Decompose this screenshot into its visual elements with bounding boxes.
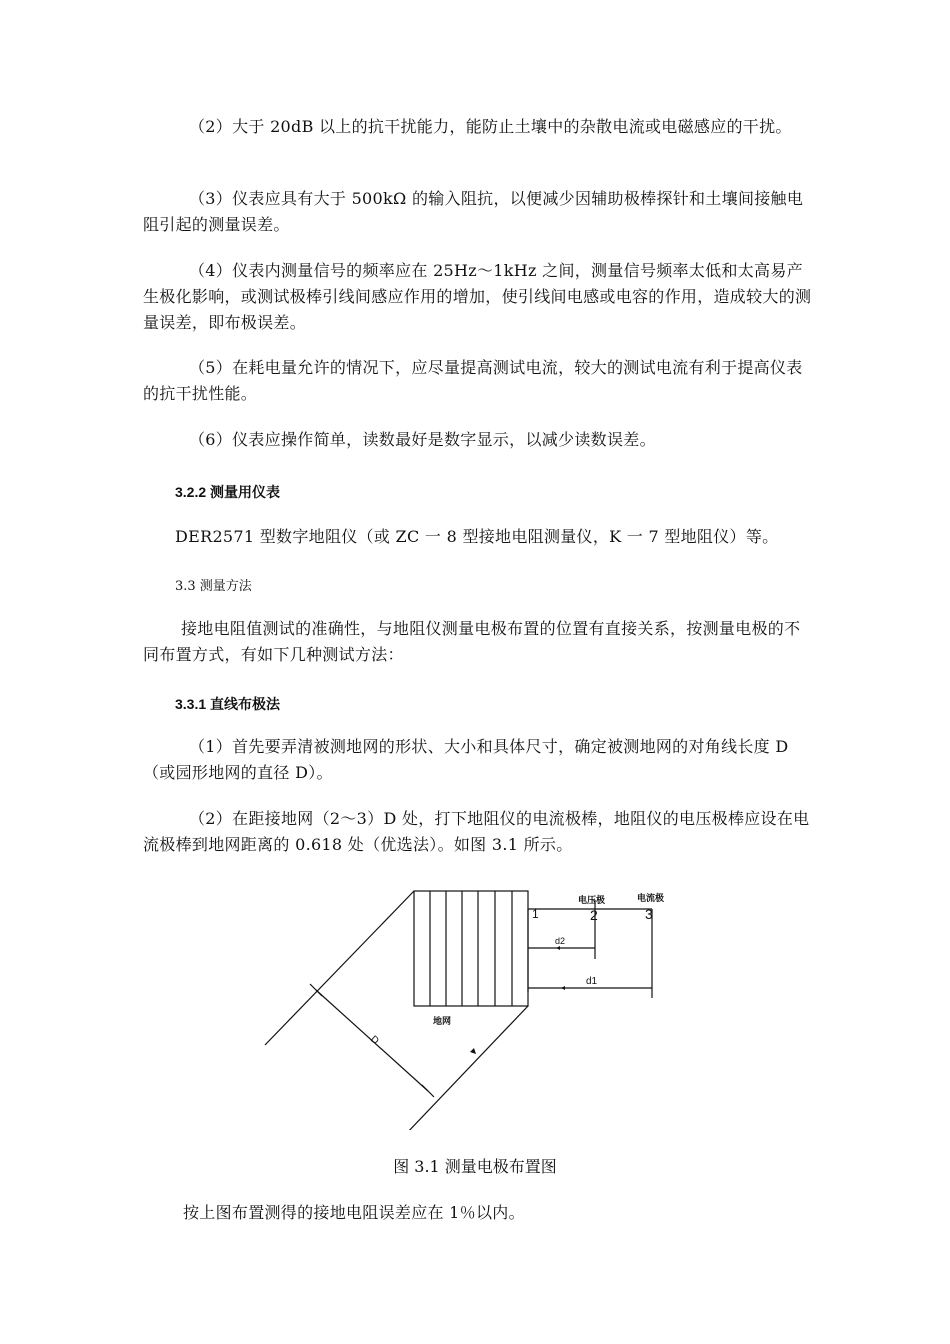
step-1: （1）首先要弄清被测地网的形状、大小和具体尺寸，确定被测地网的对角线长度 D（或园形地网的直径 D）。 (143, 737, 789, 782)
dimension-label-D: D (368, 1033, 381, 1047)
paragraph-item-6: （6）仪表应操作简单，读数最好是数字显示，以减少读数误差。 (189, 430, 656, 449)
step-2: （2）在距接地网（2～3）D 处，打下地阻仪的电流极棒，地阻仪的电压极棒应设在电流极棒到地网距离的 0.618 处（优选法）。如图 3.1 所示。 (143, 809, 810, 854)
ground-grid (414, 891, 528, 1006)
electrode-label-2: 2 (590, 907, 598, 923)
electrode-label-1: 1 (532, 907, 539, 921)
heading-3-3: 3.3 测量方法 (175, 579, 252, 594)
figure-caption: 图 3.1 测量电极布置图 (393, 1157, 557, 1176)
electrode-layout-figure (0, 880, 950, 1130)
electrode-layout-diagram (0, 880, 950, 1130)
diagonal-top-line (265, 891, 414, 1045)
paragraph-item-3: （3）仪表应具有大于 500kΩ 的输入阻抗，以便减少因辅助极棒探针和土壤间接触电阻引起的测量误差。 (143, 189, 804, 234)
dimension-label-d2: d2 (555, 936, 566, 946)
heading-3-3-1: 3.3.1 直线布极法 (175, 696, 281, 712)
closing-note: 按上图布置测得的接地电阻误差应在 1％以内。 (183, 1203, 525, 1222)
ground-grid-label: 地网 (433, 1016, 452, 1026)
dimension-label-d1: d1 (586, 976, 598, 987)
diagonal-bottom-line (405, 1006, 528, 1130)
electrode-label-3: 3 (645, 906, 653, 922)
current-electrode-label: 电流极 (637, 893, 665, 903)
instrument-list: DER2571 型数字地阻仪（或 ZC 一 8 型接地电阻测量仪，K 一 7 型地阻仪）等。 (175, 527, 779, 546)
voltage-electrode-label: 电压极 (578, 895, 606, 905)
paragraph-item-5: （5）在耗电量允许的情况下，应尽量提高测试电流，较大的测试电流有利于提高仪表的抗干扰性能。 (143, 358, 803, 403)
paragraph-item-4: （4）仪表内测量信号的频率应在 25Hz～1kHz 之间，测量信号频率太低和太高易产生极化影响，或测试极棒引线间感应作用的增加，使引线间电感或电容的作用，造成较大的测量误差，即布极误差。 (143, 261, 812, 332)
method-intro: 接地电阻值测试的准确性，与地阻仪测量电极布置的位置有直接关系，按测量电极的不同布置方式，有如下几种测试方法： (143, 619, 801, 664)
heading-3-2-2: 3.2.2 测量用仪表 (175, 484, 281, 500)
paragraph-item-2: （2）大于 20dB 以上的抗干扰能力，能防止土壤中的杂散电流或电磁感应的干扰。 (189, 117, 792, 136)
